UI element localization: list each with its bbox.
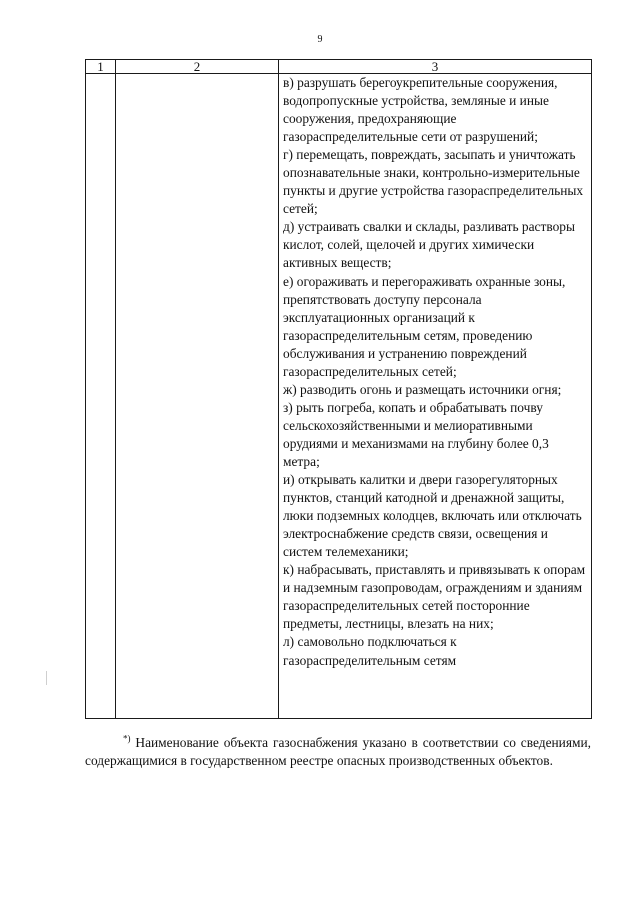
table-header-row xyxy=(86,60,592,74)
clause-l: л) самовольно подключаться к газораспределительным сетям xyxy=(283,634,457,668)
footnote-mark: *) xyxy=(123,733,131,744)
footnote xyxy=(85,734,591,770)
clause-zh: ж) разводить огонь и размещать источники огня; xyxy=(283,381,562,397)
regulation-table xyxy=(85,59,592,719)
clause-v: в) разрушать берегоукрепительные сооружения, водопропускные устройства, земляные и иные сооружения, предохраняющие газораспределительные сети от разрушений; xyxy=(283,75,558,145)
margin-mark xyxy=(46,671,47,685)
clause-k: к) набрасывать, приставлять и привязывать к опорам и надземным газопроводам, ограждениям и зданиям газораспределительных сетей посторонние предметы, лестницы, влезать на них; xyxy=(283,562,586,632)
page-number: 9 xyxy=(317,34,323,45)
footnote-text: Наименование объекта газоснабжения указано в соответствии со сведениями, содержащимися в государственном реестре опасных производственных объектов. xyxy=(85,735,591,768)
table-cell-col2 xyxy=(116,74,279,719)
table-cell-col1 xyxy=(86,74,116,719)
column-header-2: 2 xyxy=(116,60,279,74)
clause-e: е) огораживать и перегораживать охранные зоны, препятствовать доступу персонала эксплуатационных организаций к газораспределительным сетям, проведению обслуживания и устранению повреждений газораспределительных сетей; xyxy=(283,273,566,379)
column-header-1: 1 xyxy=(86,60,116,74)
clause-d: д) устраивать свалки и склады, разливать растворы кислот, солей, щелочей и других химически активных веществ; xyxy=(283,219,575,271)
clause-z: з) рыть погреба, копать и обрабатывать почву сельскохозяйственными и мелиоративными орудиями и механизмами на глубину более 0,3 метра; xyxy=(283,399,549,469)
clause-g: г) перемещать, повреждать, засыпать и уничтожать опознавательные знаки, контрольно-измерительные пункты и другие устройства газораспределительных сетей; xyxy=(283,147,584,217)
clause-i: и) открывать калитки и двери газорегуляторных пунктов, станций катодной и дренажной защиты, люки подземных колодцев, включать или отключать электроснабжение средств связи, освещения и систем телемеханики; xyxy=(283,472,582,560)
column-header-3: 3 xyxy=(279,60,592,74)
table-cell-col3 xyxy=(279,74,592,719)
table-row xyxy=(86,74,592,719)
